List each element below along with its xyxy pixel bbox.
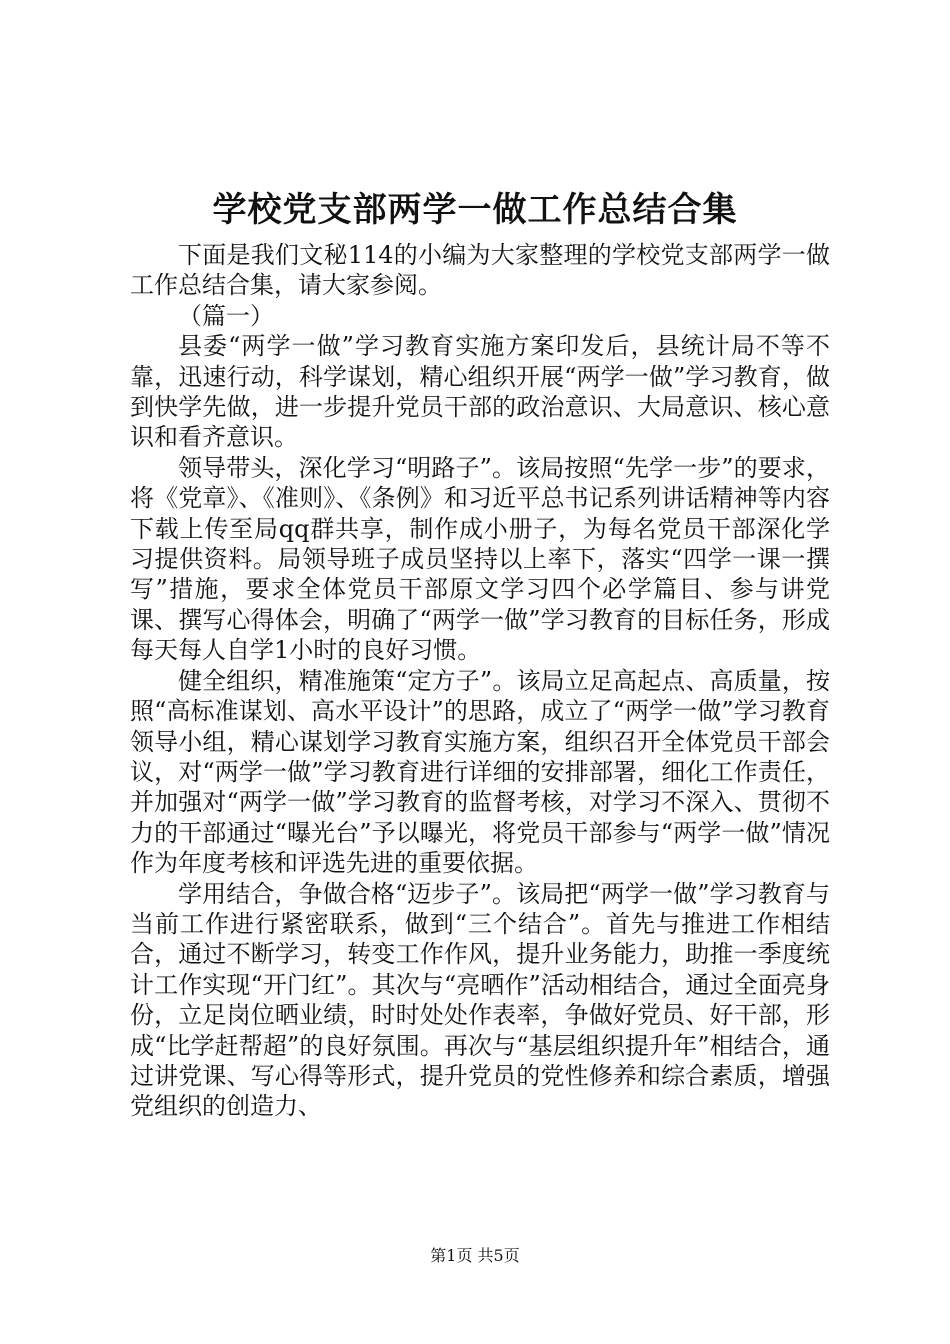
- body-paragraph: 学用结合，争做合格“迈步子”。该局把“两学一做”学习教育与当前工作进行紧密联系，做到“三个结合”。首先与推进工作相结合，通过不断学习，转变工作作风，提升业务能力，助推一季度统计工作实现“开门红”。其次与“亮晒作”活动相结合，通过全面亮身份，立足岗位晒业绩，时时处处作表率，争做好党员、好干部，形成“比学赶帮超”的良好氛围。再次与“基层组织提升年”相结合，通过讲党课、写心得等形式，提升党员的党性修养和综合素质，增强党组织的创造力、: [130, 879, 830, 1121]
- body-paragraph: 领导带头，深化学习“明路子”。该局按照“先学一步”的要求，将《党章》、《准则》、《条例》和习近平总书记系列讲话精神等内容下载上传至局qq群共享，制作成小册子，为每名党员干部深化学习提供资料。局领导班子成员坚持以上率下，落实“四学一课一撰写”措施，要求全体党员干部原文学习四个必学篇目、参与讲党课、撰写心得体会，明确了“两学一做”学习教育的目标任务，形成每天每人自学1小时的良好习惯。: [130, 453, 830, 665]
- body-paragraph: 县委“两学一做”学习教育实施方案印发后，县统计局不等不靠，迅速行动，科学谋划，精心组织开展“两学一做”学习教育，做到快学先做，进一步提升党员干部的政治意识、大局意识、核心意识和看齐意识。: [130, 332, 830, 452]
- section-heading: （篇一）: [178, 301, 274, 330]
- body-paragraph: 健全组织，精准施策“定方子”。该局立足高起点、高质量，按照“高标准谋划、高水平设计”的思路，成立了“两学一做”学习教育领导小组，精心谋划学习教育实施方案，组织召开全体党员干部会议，对“两学一做”学习教育进行详细的安排部署，细化工作责任，并加强对“两学一做”学习教育的监督考核，对学习不深入、贯彻不力的干部通过“曝光台”予以曝光，将党员干部参与“两学一做”情况作为年度考核和评选先进的重要依据。: [130, 666, 830, 878]
- document-body: [130, 240, 830, 1122]
- intro-paragraph: 下面是我们文秘114的小编为大家整理的学校党支部两学一做工作总结合集，请大家参阅。: [130, 241, 830, 300]
- page-footer: 第1页 共5页: [430, 1246, 520, 1265]
- document-title: 学校党支部两学一做工作总结合集: [212, 190, 738, 230]
